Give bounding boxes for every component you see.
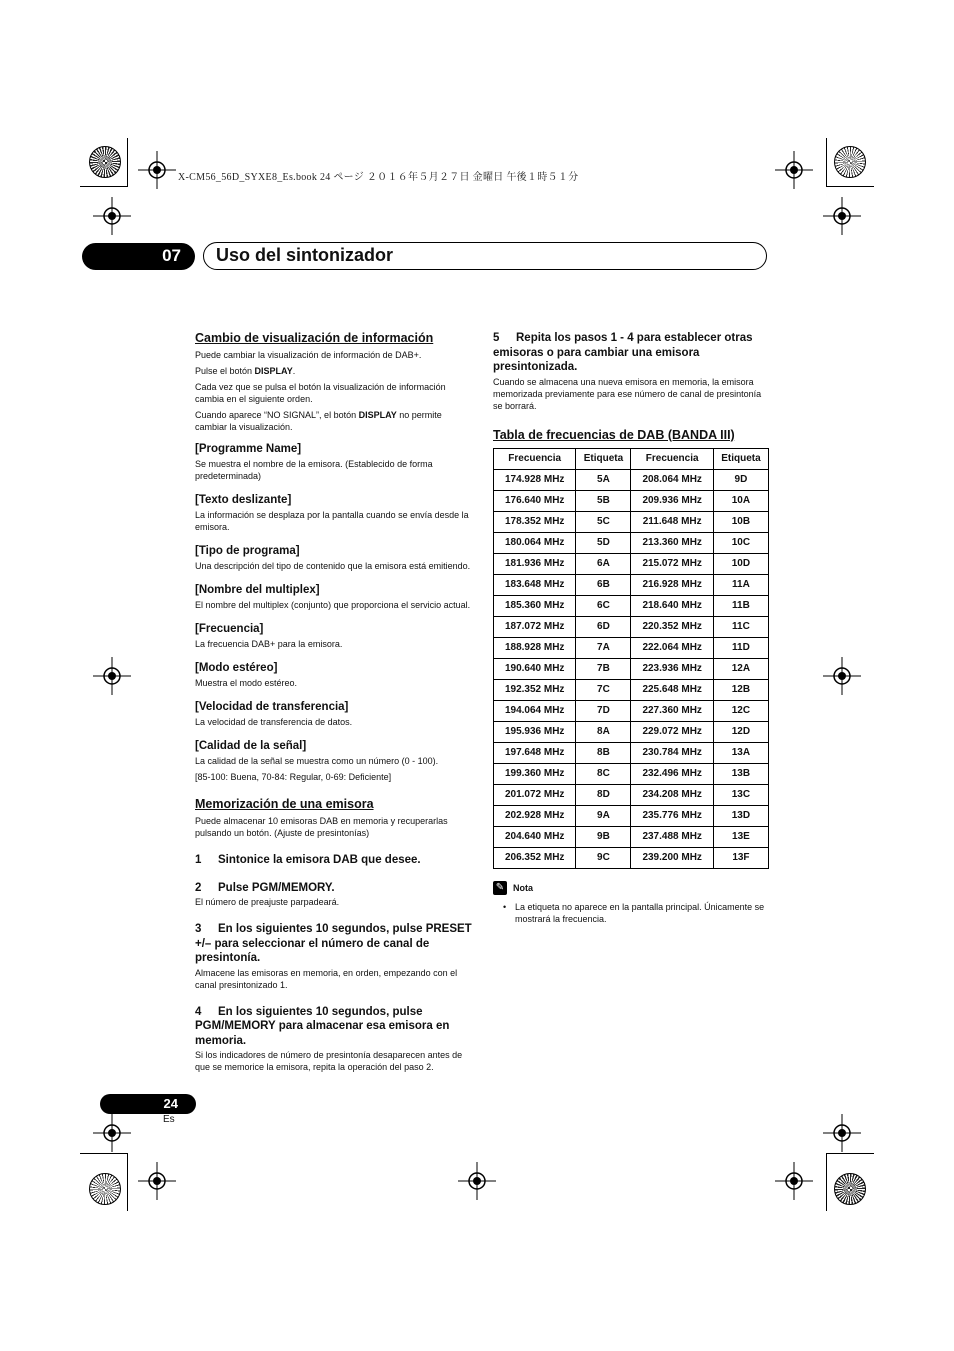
table-header: Frecuencia bbox=[494, 448, 576, 469]
table-cell: 9C bbox=[576, 847, 631, 868]
table-cell: 13E bbox=[713, 826, 768, 847]
table-cell: 13A bbox=[713, 742, 768, 763]
table-cell: 235.776 MHz bbox=[631, 805, 713, 826]
table-row bbox=[494, 574, 769, 595]
crop-mark-icon bbox=[80, 1153, 128, 1154]
table-cell: 234.208 MHz bbox=[631, 784, 713, 805]
step-text: Repita los pasos 1 - 4 para establecer otras emisoras o para cambiar una emisora presintonizada. bbox=[493, 332, 753, 373]
note-header bbox=[493, 881, 769, 895]
table-cell: 204.640 MHz bbox=[494, 826, 576, 847]
table-cell: 11A bbox=[713, 574, 768, 595]
table-row bbox=[494, 784, 769, 805]
table-cell: 12B bbox=[713, 679, 768, 700]
chapter-title: Uso del sintonizador bbox=[216, 245, 394, 265]
table-row bbox=[494, 742, 769, 763]
table-cell: 180.064 MHz bbox=[494, 532, 576, 553]
table-header-row bbox=[494, 448, 769, 469]
display-item-text: El nombre del multiplex (conjunto) que proporciona el servicio actual. bbox=[195, 600, 471, 610]
table-cell: 7C bbox=[576, 679, 631, 700]
step-description: Si los indicadores de número de presintonía desaparecen antes de que se memorice la emisora, repita la operación del paso 2. bbox=[195, 1050, 463, 1072]
display-item-text: La calidad de la señal se muestra como un número (0 - 100). bbox=[195, 756, 439, 766]
crop-mark-icon bbox=[826, 1153, 827, 1211]
display-key-label: DISPLAY bbox=[358, 410, 397, 420]
table-cell: 6B bbox=[576, 574, 631, 595]
table-row bbox=[494, 595, 769, 616]
crop-mark-icon bbox=[80, 186, 128, 187]
chapter-title-box bbox=[203, 242, 767, 270]
crop-mark-icon bbox=[127, 138, 128, 186]
table-cell: 216.928 MHz bbox=[631, 574, 713, 595]
color-rosette-icon bbox=[89, 1173, 121, 1205]
table-cell: 13B bbox=[713, 763, 768, 784]
table-cell: 8D bbox=[576, 784, 631, 805]
table-cell: 208.064 MHz bbox=[631, 469, 713, 490]
table-cell: 10A bbox=[713, 490, 768, 511]
chapter-number-badge: 07 bbox=[82, 243, 195, 270]
table-cell: 183.648 MHz bbox=[494, 574, 576, 595]
left-column bbox=[195, 331, 475, 1077]
table-cell: 178.352 MHz bbox=[494, 511, 576, 532]
step-number: 4 bbox=[195, 1005, 202, 1018]
table-cell: 13C bbox=[713, 784, 768, 805]
table-cell: 218.640 MHz bbox=[631, 595, 713, 616]
table-cell: 5D bbox=[576, 532, 631, 553]
registration-mark-icon bbox=[823, 1114, 861, 1152]
step-number: 2 bbox=[195, 881, 202, 894]
table-cell: 199.360 MHz bbox=[494, 763, 576, 784]
section-title-display: Cambio de visualización de información bbox=[195, 331, 434, 345]
table-row bbox=[494, 490, 769, 511]
paragraph: Puede almacenar 10 emisoras DAB en memoria y recuperarlas pulsando un botón. (Ajuste de presintonías) bbox=[195, 816, 448, 838]
display-item-text: Una descripción del tipo de contenido que la emisora está emitiendo. bbox=[195, 561, 471, 571]
note-text: La etiqueta no aparece en la pantalla principal. Únicamente se mostrará la frecuencia. bbox=[515, 901, 765, 924]
table-cell: 7A bbox=[576, 637, 631, 658]
paragraph: Cada vez que se pulsa el botón la visualización de información cambia en el siguiente orden. bbox=[195, 382, 446, 404]
table-row bbox=[494, 532, 769, 553]
note-item bbox=[493, 901, 769, 925]
table-cell: 202.928 MHz bbox=[494, 805, 576, 826]
registration-mark-icon bbox=[93, 197, 131, 235]
table-cell: 225.648 MHz bbox=[631, 679, 713, 700]
registration-mark-icon bbox=[138, 1162, 176, 1200]
display-item-list bbox=[195, 443, 475, 783]
table-cell: 5B bbox=[576, 490, 631, 511]
table-cell: 223.936 MHz bbox=[631, 658, 713, 679]
table-row bbox=[494, 721, 769, 742]
step-5 bbox=[493, 331, 769, 375]
table-cell: 12D bbox=[713, 721, 768, 742]
step-number: 5 bbox=[493, 332, 500, 344]
table-cell: 213.360 MHz bbox=[631, 532, 713, 553]
display-item-text: La frecuencia DAB+ para la emisora. bbox=[195, 639, 343, 649]
table-cell: 206.352 MHz bbox=[494, 847, 576, 868]
table-row bbox=[494, 805, 769, 826]
table-cell: 11D bbox=[713, 637, 768, 658]
display-item-text: La velocidad de transferencia de datos. bbox=[195, 717, 353, 727]
section-title-memory: Memorización de una emisora bbox=[195, 797, 374, 811]
color-rosette-icon bbox=[89, 146, 121, 178]
table-cell: 10D bbox=[713, 553, 768, 574]
display-item-title: [Modo estéreo] bbox=[195, 662, 278, 674]
color-rosette-icon bbox=[834, 1173, 866, 1205]
right-column bbox=[493, 331, 769, 925]
step-3 bbox=[195, 922, 475, 966]
text: Cuando aparece “NO SIGNAL”, el botón bbox=[195, 410, 359, 420]
crop-mark-icon bbox=[127, 1153, 128, 1211]
table-cell: 209.936 MHz bbox=[631, 490, 713, 511]
table-cell: 195.936 MHz bbox=[494, 721, 576, 742]
registration-mark-icon bbox=[458, 1162, 496, 1200]
crop-mark-icon bbox=[826, 186, 874, 187]
step-description: Almacene las emisoras en memoria, en orden, empezando con el canal presintonizado 1. bbox=[195, 967, 458, 990]
table-cell: 237.488 MHz bbox=[631, 826, 713, 847]
table-row bbox=[494, 637, 769, 658]
table-cell: 5C bbox=[576, 511, 631, 532]
registration-mark-icon bbox=[138, 151, 176, 189]
note-pencil-icon: ✎ bbox=[493, 881, 507, 895]
table-row bbox=[494, 658, 769, 679]
table-header: Etiqueta bbox=[713, 448, 768, 469]
table-title: Tabla de frecuencias de DAB (BANDA III) bbox=[493, 427, 735, 442]
registration-mark-icon bbox=[775, 1162, 813, 1200]
step-1 bbox=[195, 853, 475, 868]
text: . bbox=[292, 366, 296, 376]
table-cell: 9A bbox=[576, 805, 631, 826]
display-item-title: [Frecuencia] bbox=[195, 623, 264, 635]
table-cell: 6A bbox=[576, 553, 631, 574]
display-item-text: La información se desplaza por la pantalla cuando se envía desde la emisora. bbox=[195, 510, 469, 532]
table-cell: 192.352 MHz bbox=[494, 679, 576, 700]
table-cell: 13F bbox=[713, 847, 768, 868]
step-2 bbox=[195, 881, 475, 896]
registration-mark-icon bbox=[823, 657, 861, 695]
table-cell: 215.072 MHz bbox=[631, 553, 713, 574]
table-row bbox=[494, 679, 769, 700]
table-cell: 227.360 MHz bbox=[631, 700, 713, 721]
registration-mark-icon bbox=[93, 657, 131, 695]
table-cell: 194.064 MHz bbox=[494, 700, 576, 721]
step-description: Cuando se almacena una nueva emisora en memoria, la emisora memorizada previamente para ese número de canal de presintonía se borrará. bbox=[493, 376, 762, 411]
step-text: En los siguientes 10 segundos, pulse PGM/MEMORY para almacenar esa emisora en memoria. bbox=[195, 1005, 450, 1047]
table-cell: 9B bbox=[576, 826, 631, 847]
registration-mark-icon bbox=[823, 197, 861, 235]
paragraph bbox=[195, 409, 475, 433]
table-cell: 239.200 MHz bbox=[631, 847, 713, 868]
table-cell: 176.640 MHz bbox=[494, 490, 576, 511]
table-cell: 5A bbox=[576, 469, 631, 490]
color-rosette-icon bbox=[834, 146, 866, 178]
display-item-text: Se muestra el nombre de la emisora. (Establecido de forma predeterminada) bbox=[195, 459, 433, 481]
paragraph bbox=[195, 365, 475, 377]
table-cell: 7B bbox=[576, 658, 631, 679]
paragraph: Puede cambiar la visualización de información de DAB+. bbox=[195, 350, 422, 360]
crop-mark-icon bbox=[826, 1153, 874, 1154]
table-cell: 201.072 MHz bbox=[494, 784, 576, 805]
table-cell: 12C bbox=[713, 700, 768, 721]
dab-frequency-table bbox=[493, 448, 769, 869]
table-cell: 190.640 MHz bbox=[494, 658, 576, 679]
table-row bbox=[494, 700, 769, 721]
step-text: Pulse PGM/MEMORY. bbox=[218, 881, 335, 894]
display-key-label: DISPLAY bbox=[254, 366, 293, 376]
table-cell: 187.072 MHz bbox=[494, 616, 576, 637]
table-cell: 7D bbox=[576, 700, 631, 721]
table-cell: 229.072 MHz bbox=[631, 721, 713, 742]
step-number: 3 bbox=[195, 923, 202, 935]
display-item-title: [Velocidad de transferencia] bbox=[195, 701, 349, 713]
crop-mark-icon bbox=[826, 138, 827, 186]
print-header-line: X-CM56_56D_SYXE8_Es.book 24 ページ ２０１６年５月２７日 金曜日 午後１時５１分 bbox=[178, 172, 579, 183]
table-row bbox=[494, 553, 769, 574]
quality-scale-text: [85-100: Buena, 70-84: Regular, 0-69: Deficiente] bbox=[195, 772, 392, 782]
display-item-title: [Programme Name] bbox=[195, 443, 302, 455]
table-cell: 174.928 MHz bbox=[494, 469, 576, 490]
table-cell: 11B bbox=[713, 595, 768, 616]
table-cell: 9D bbox=[713, 469, 768, 490]
display-item-title: [Texto deslizante] bbox=[195, 494, 292, 506]
table-cell: 197.648 MHz bbox=[494, 742, 576, 763]
bullet-icon: • bbox=[503, 901, 507, 912]
page-number-badge: 24 bbox=[100, 1094, 196, 1114]
table-cell: 6C bbox=[576, 595, 631, 616]
page-language: Es bbox=[163, 1114, 175, 1125]
table-row bbox=[494, 847, 769, 868]
table-row bbox=[494, 763, 769, 784]
text: Pulse el botón bbox=[195, 366, 255, 376]
table-header: Etiqueta bbox=[576, 448, 631, 469]
table-header: Frecuencia bbox=[631, 448, 713, 469]
table-cell: 12A bbox=[713, 658, 768, 679]
display-item-title: [Calidad de la señal] bbox=[195, 740, 307, 752]
display-item-title: [Tipo de programa] bbox=[195, 545, 300, 557]
text: no permite cambiar la visualización. bbox=[195, 410, 442, 432]
table-row bbox=[494, 616, 769, 637]
table-cell: 230.784 MHz bbox=[631, 742, 713, 763]
table-cell: 10C bbox=[713, 532, 768, 553]
display-item-title: [Nombre del multiplex] bbox=[195, 584, 320, 596]
table-cell: 188.928 MHz bbox=[494, 637, 576, 658]
registration-mark-icon bbox=[93, 1114, 131, 1152]
step-description: El número de preajuste parpadeará. bbox=[195, 897, 340, 907]
table-cell: 185.360 MHz bbox=[494, 595, 576, 616]
table-cell: 232.496 MHz bbox=[631, 763, 713, 784]
table-cell: 8B bbox=[576, 742, 631, 763]
table-row bbox=[494, 469, 769, 490]
table-cell: 222.064 MHz bbox=[631, 637, 713, 658]
step-text: En los siguientes 10 segundos, pulse PRESET +/– para seleccionar el número de canal de presintonía. bbox=[195, 923, 472, 964]
step-number: 1 bbox=[195, 854, 202, 866]
table-cell: 11C bbox=[713, 616, 768, 637]
table-cell: 8A bbox=[576, 721, 631, 742]
table-cell: 6D bbox=[576, 616, 631, 637]
table-cell: 211.648 MHz bbox=[631, 511, 713, 532]
step-text: Sintonice la emisora DAB que desee. bbox=[218, 854, 421, 866]
table-cell: 13D bbox=[713, 805, 768, 826]
registration-mark-icon bbox=[775, 151, 813, 189]
step-4 bbox=[195, 1005, 475, 1049]
table-row bbox=[494, 826, 769, 847]
table-cell: 8C bbox=[576, 763, 631, 784]
display-item-text: Muestra el modo estéreo. bbox=[195, 678, 298, 688]
table-cell: 220.352 MHz bbox=[631, 616, 713, 637]
table-row bbox=[494, 511, 769, 532]
table-cell: 10B bbox=[713, 511, 768, 532]
note-title: Nota bbox=[513, 882, 533, 893]
table-cell: 181.936 MHz bbox=[494, 553, 576, 574]
